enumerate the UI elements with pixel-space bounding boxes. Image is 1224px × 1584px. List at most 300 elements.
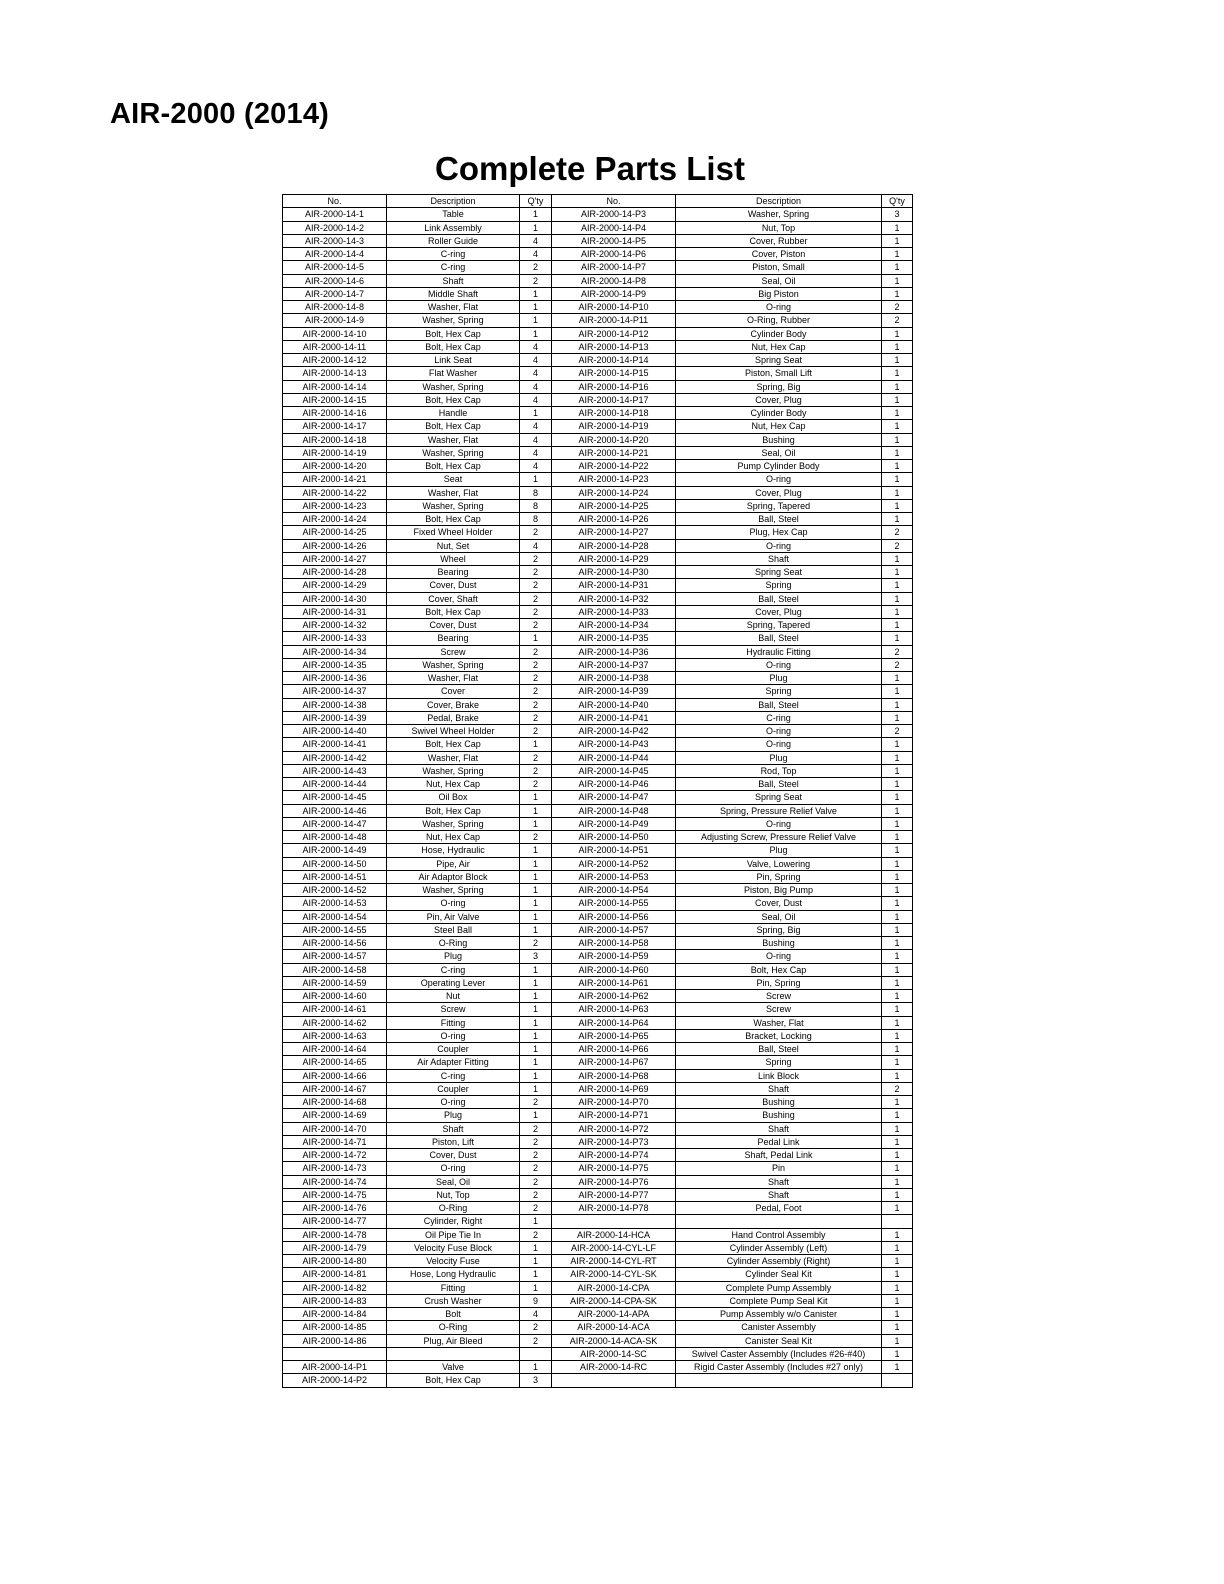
part-number-right: AIR-2000-14-P75 xyxy=(552,1162,676,1175)
qty-right: 1 xyxy=(882,963,913,976)
table-row xyxy=(283,725,913,738)
table-row xyxy=(283,897,913,910)
description-left: Washer, Spring xyxy=(387,817,520,830)
qty-left: 1 xyxy=(520,208,552,221)
part-number-right: AIR-2000-14-P26 xyxy=(552,513,676,526)
qty-left: 1 xyxy=(520,1056,552,1069)
table-row xyxy=(283,1016,913,1029)
part-number-left: AIR-2000-14-78 xyxy=(283,1228,387,1241)
table-row xyxy=(283,1374,913,1387)
part-number-right: AIR-2000-14-P64 xyxy=(552,1016,676,1029)
description-left: O-ring xyxy=(387,1029,520,1042)
qty-left: 2 xyxy=(520,1122,552,1135)
description-left: Bolt, Hex Cap xyxy=(387,804,520,817)
qty-right: 1 xyxy=(882,566,913,579)
part-number-left: AIR-2000-14-23 xyxy=(283,499,387,512)
part-number-left: AIR-2000-14-41 xyxy=(283,738,387,751)
qty-left xyxy=(520,1347,552,1360)
part-number-right: AIR-2000-14-P69 xyxy=(552,1082,676,1095)
part-number-right: AIR-2000-14-P17 xyxy=(552,393,676,406)
description-left: Roller Guide xyxy=(387,234,520,247)
part-number-right xyxy=(552,1374,676,1387)
qty-left: 1 xyxy=(520,1069,552,1082)
header-description-right: Description xyxy=(676,195,882,208)
table-row xyxy=(283,1043,913,1056)
part-number-left: AIR-2000-14-79 xyxy=(283,1241,387,1254)
table-row xyxy=(283,937,913,950)
part-number-right: AIR-2000-14-P21 xyxy=(552,446,676,459)
part-number-left xyxy=(283,1347,387,1360)
description-right: O-ring xyxy=(676,473,882,486)
description-left: Nut, Hex Cap xyxy=(387,831,520,844)
part-number-right: AIR-2000-14-P62 xyxy=(552,990,676,1003)
qty-right: 1 xyxy=(882,1016,913,1029)
part-number-left: AIR-2000-14-67 xyxy=(283,1082,387,1095)
description-left: Velocity Fuse Block xyxy=(387,1241,520,1254)
table-row xyxy=(283,592,913,605)
table-row xyxy=(283,976,913,989)
description-right: Spring xyxy=(676,685,882,698)
part-number-right: AIR-2000-14-P49 xyxy=(552,817,676,830)
part-number-left: AIR-2000-14-53 xyxy=(283,897,387,910)
part-number-left: AIR-2000-14-75 xyxy=(283,1188,387,1201)
table-row xyxy=(283,433,913,446)
header-no-right: No. xyxy=(552,195,676,208)
qty-right xyxy=(882,1374,913,1387)
qty-left: 1 xyxy=(520,301,552,314)
part-number-right: AIR-2000-14-P44 xyxy=(552,751,676,764)
description-right: O-ring xyxy=(676,725,882,738)
description-left: Washer, Spring xyxy=(387,658,520,671)
description-left: C-ring xyxy=(387,261,520,274)
description-left: O-Ring xyxy=(387,1321,520,1334)
qty-left: 3 xyxy=(520,1374,552,1387)
part-number-right: AIR-2000-14-P9 xyxy=(552,287,676,300)
part-number-left: AIR-2000-14-50 xyxy=(283,857,387,870)
table-row xyxy=(283,221,913,234)
header-qty-right: Q'ty xyxy=(882,195,913,208)
parts-list-title: Complete Parts List xyxy=(435,150,745,187)
description-left: Hose, Long Hydraulic xyxy=(387,1268,520,1281)
table-row xyxy=(283,685,913,698)
description-left: Pin, Air Valve xyxy=(387,910,520,923)
qty-left: 1 xyxy=(520,990,552,1003)
table-row xyxy=(283,234,913,247)
description-right: Piston, Small Lift xyxy=(676,367,882,380)
description-right xyxy=(676,1374,882,1387)
qty-left: 1 xyxy=(520,817,552,830)
part-number-right: AIR-2000-14-P56 xyxy=(552,910,676,923)
qty-right: 1 xyxy=(882,751,913,764)
description-right: Spring, Tapered xyxy=(676,619,882,632)
table-row xyxy=(283,499,913,512)
description-right: Pump Assembly w/o Canister xyxy=(676,1308,882,1321)
description-left: Washer, Spring xyxy=(387,764,520,777)
part-number-right: AIR-2000-14-P33 xyxy=(552,605,676,618)
part-number-left: AIR-2000-14-55 xyxy=(283,923,387,936)
qty-left: 1 xyxy=(520,844,552,857)
table-row xyxy=(283,420,913,433)
description-left: Steel Ball xyxy=(387,923,520,936)
description-left: Cover, Brake xyxy=(387,698,520,711)
table-row xyxy=(283,1003,913,1016)
part-number-left: AIR-2000-14-65 xyxy=(283,1056,387,1069)
qty-left: 2 xyxy=(520,592,552,605)
qty-left: 3 xyxy=(520,950,552,963)
qty-left: 1 xyxy=(520,923,552,936)
part-number-right: AIR-2000-14-P61 xyxy=(552,976,676,989)
description-left: Cover xyxy=(387,685,520,698)
description-left: Washer, Flat xyxy=(387,486,520,499)
description-right: Washer, Flat xyxy=(676,1016,882,1029)
qty-right: 1 xyxy=(882,1228,913,1241)
part-number-left: AIR-2000-14-81 xyxy=(283,1268,387,1281)
part-number-left: AIR-2000-14-20 xyxy=(283,460,387,473)
table-row xyxy=(283,340,913,353)
part-number-right: AIR-2000-14-P37 xyxy=(552,658,676,671)
description-left: Nut, Hex Cap xyxy=(387,778,520,791)
table-row xyxy=(283,1294,913,1307)
table-row xyxy=(283,751,913,764)
qty-left: 2 xyxy=(520,1149,552,1162)
table-row xyxy=(283,248,913,261)
description-left: Washer, Spring xyxy=(387,499,520,512)
table-row xyxy=(283,261,913,274)
description-left: Washer, Flat xyxy=(387,751,520,764)
qty-left: 4 xyxy=(520,234,552,247)
description-left: Air Adapter Fitting xyxy=(387,1056,520,1069)
description-right: Shaft xyxy=(676,1082,882,1095)
table-row xyxy=(283,1149,913,1162)
part-number-right: AIR-2000-14-CPA-SK xyxy=(552,1294,676,1307)
description-right: Cover, Plug xyxy=(676,393,882,406)
description-right: Seal, Oil xyxy=(676,446,882,459)
description-right: Shaft xyxy=(676,1188,882,1201)
qty-left: 1 xyxy=(520,884,552,897)
description-right: Nut, Hex Cap xyxy=(676,420,882,433)
description-left xyxy=(387,1347,520,1360)
description-left: Plug xyxy=(387,950,520,963)
qty-left: 1 xyxy=(520,1281,552,1294)
description-left: Screw xyxy=(387,645,520,658)
part-number-right: AIR-2000-14-P66 xyxy=(552,1043,676,1056)
part-number-left: AIR-2000-14-66 xyxy=(283,1069,387,1082)
qty-right: 1 xyxy=(882,1162,913,1175)
part-number-right: AIR-2000-14-P45 xyxy=(552,764,676,777)
description-left: Plug, Air Bleed xyxy=(387,1334,520,1347)
description-right: Spring, Tapered xyxy=(676,499,882,512)
part-number-right: AIR-2000-14-P3 xyxy=(552,208,676,221)
qty-right: 1 xyxy=(882,1268,913,1281)
qty-left: 1 xyxy=(520,791,552,804)
qty-left: 4 xyxy=(520,367,552,380)
description-left: Screw xyxy=(387,1003,520,1016)
qty-left: 8 xyxy=(520,486,552,499)
qty-right: 1 xyxy=(882,433,913,446)
qty-left: 1 xyxy=(520,897,552,910)
qty-right xyxy=(882,1215,913,1228)
table-row xyxy=(283,831,913,844)
part-number-left: AIR-2000-14-28 xyxy=(283,566,387,579)
qty-right: 1 xyxy=(882,764,913,777)
description-right: Spring Seat xyxy=(676,791,882,804)
qty-right: 2 xyxy=(882,725,913,738)
description-right: O-ring xyxy=(676,301,882,314)
description-right: Bolt, Hex Cap xyxy=(676,963,882,976)
part-number-left: AIR-2000-14-P1 xyxy=(283,1361,387,1374)
description-right: Shaft xyxy=(676,1175,882,1188)
part-number-left: AIR-2000-14-63 xyxy=(283,1029,387,1042)
description-left: Swivel Wheel Holder xyxy=(387,725,520,738)
qty-left: 1 xyxy=(520,314,552,327)
part-number-right: AIR-2000-14-P76 xyxy=(552,1175,676,1188)
part-number-left: AIR-2000-14-71 xyxy=(283,1135,387,1148)
part-number-left: AIR-2000-14-72 xyxy=(283,1149,387,1162)
part-number-left: AIR-2000-14-84 xyxy=(283,1308,387,1321)
description-right: Piston, Big Pump xyxy=(676,884,882,897)
part-number-right: AIR-2000-14-ACA xyxy=(552,1321,676,1334)
qty-left: 1 xyxy=(520,1241,552,1254)
part-number-right: AIR-2000-14-P77 xyxy=(552,1188,676,1201)
qty-left: 4 xyxy=(520,420,552,433)
qty-right: 1 xyxy=(882,685,913,698)
part-number-left: AIR-2000-14-85 xyxy=(283,1321,387,1334)
description-left: Pipe, Air xyxy=(387,857,520,870)
part-number-left: AIR-2000-14-83 xyxy=(283,1294,387,1307)
qty-right: 1 xyxy=(882,1069,913,1082)
part-number-right: AIR-2000-14-P36 xyxy=(552,645,676,658)
description-right: O-ring xyxy=(676,539,882,552)
description-right: Ball, Steel xyxy=(676,592,882,605)
qty-left: 4 xyxy=(520,433,552,446)
description-right: Screw xyxy=(676,990,882,1003)
qty-left: 2 xyxy=(520,274,552,287)
qty-right: 1 xyxy=(882,1175,913,1188)
qty-right: 2 xyxy=(882,526,913,539)
part-number-right: AIR-2000-14-P11 xyxy=(552,314,676,327)
qty-left: 8 xyxy=(520,513,552,526)
description-right: O-ring xyxy=(676,658,882,671)
qty-right: 1 xyxy=(882,340,913,353)
qty-left: 1 xyxy=(520,407,552,420)
part-number-right: AIR-2000-14-P43 xyxy=(552,738,676,751)
description-left: Plug xyxy=(387,1109,520,1122)
qty-right: 1 xyxy=(882,1361,913,1374)
table-row xyxy=(283,380,913,393)
description-left: Cover, Dust xyxy=(387,1149,520,1162)
description-right: O-ring xyxy=(676,738,882,751)
qty-right: 1 xyxy=(882,1281,913,1294)
description-right: Canister Seal Kit xyxy=(676,1334,882,1347)
table-row xyxy=(283,963,913,976)
qty-left: 2 xyxy=(520,751,552,764)
qty-right: 1 xyxy=(882,287,913,300)
part-number-right: AIR-2000-14-CYL-RT xyxy=(552,1255,676,1268)
table-row xyxy=(283,526,913,539)
qty-right: 2 xyxy=(882,658,913,671)
qty-left: 2 xyxy=(520,1202,552,1215)
description-right: Screw xyxy=(676,1003,882,1016)
description-right: Shaft xyxy=(676,552,882,565)
qty-left: 2 xyxy=(520,1188,552,1201)
description-left: Seal, Oil xyxy=(387,1175,520,1188)
description-right: Ball, Steel xyxy=(676,632,882,645)
qty-right: 2 xyxy=(882,645,913,658)
qty-left: 2 xyxy=(520,672,552,685)
qty-right: 1 xyxy=(882,473,913,486)
qty-left: 4 xyxy=(520,1308,552,1321)
table-row xyxy=(283,393,913,406)
description-right: Piston, Small xyxy=(676,261,882,274)
part-number-left: AIR-2000-14-54 xyxy=(283,910,387,923)
table-row xyxy=(283,1188,913,1201)
description-right: Cover, Dust xyxy=(676,897,882,910)
table-row xyxy=(283,1228,913,1241)
qty-right: 1 xyxy=(882,407,913,420)
description-right: Cover, Rubber xyxy=(676,234,882,247)
part-number-right: AIR-2000-14-ACA-SK xyxy=(552,1334,676,1347)
description-left: Bolt, Hex Cap xyxy=(387,605,520,618)
description-left: Piston, Lift xyxy=(387,1135,520,1148)
qty-right: 2 xyxy=(882,539,913,552)
description-left: Middle Shaft xyxy=(387,287,520,300)
qty-right: 1 xyxy=(882,698,913,711)
description-right: C-ring xyxy=(676,711,882,724)
qty-left: 2 xyxy=(520,711,552,724)
part-number-left: AIR-2000-14-70 xyxy=(283,1122,387,1135)
qty-left: 2 xyxy=(520,1162,552,1175)
part-number-right: AIR-2000-14-P51 xyxy=(552,844,676,857)
description-right: Nut, Top xyxy=(676,221,882,234)
qty-left: 1 xyxy=(520,1003,552,1016)
description-left: C-ring xyxy=(387,963,520,976)
qty-left: 2 xyxy=(520,552,552,565)
qty-left: 4 xyxy=(520,539,552,552)
part-number-left: AIR-2000-14-19 xyxy=(283,446,387,459)
qty-right: 1 xyxy=(882,513,913,526)
part-number-right: AIR-2000-14-P67 xyxy=(552,1056,676,1069)
part-number-left: AIR-2000-14-69 xyxy=(283,1109,387,1122)
part-number-left: AIR-2000-14-8 xyxy=(283,301,387,314)
description-right: Pump Cylinder Body xyxy=(676,460,882,473)
part-number-right: AIR-2000-14-P15 xyxy=(552,367,676,380)
qty-left: 2 xyxy=(520,831,552,844)
part-number-right: AIR-2000-14-P25 xyxy=(552,499,676,512)
qty-left: 2 xyxy=(520,605,552,618)
qty-left: 2 xyxy=(520,566,552,579)
qty-left: 4 xyxy=(520,380,552,393)
qty-right: 1 xyxy=(882,672,913,685)
part-number-left: AIR-2000-14-16 xyxy=(283,407,387,420)
description-left: Bolt, Hex Cap xyxy=(387,1374,520,1387)
qty-right: 1 xyxy=(882,393,913,406)
part-number-right: AIR-2000-14-P58 xyxy=(552,937,676,950)
part-number-left: AIR-2000-14-14 xyxy=(283,380,387,393)
table-row xyxy=(283,579,913,592)
table-row xyxy=(283,817,913,830)
part-number-right: AIR-2000-14-CYL-LF xyxy=(552,1241,676,1254)
table-row xyxy=(283,1321,913,1334)
part-number-left: AIR-2000-14-74 xyxy=(283,1175,387,1188)
table-row xyxy=(283,1082,913,1095)
part-number-left: AIR-2000-14-32 xyxy=(283,619,387,632)
description-left: O-ring xyxy=(387,897,520,910)
qty-right: 1 xyxy=(882,884,913,897)
qty-left: 1 xyxy=(520,327,552,340)
table-row xyxy=(283,1215,913,1228)
header-qty-left: Q'ty xyxy=(520,195,552,208)
table-row xyxy=(283,446,913,459)
part-number-right: AIR-2000-14-CPA xyxy=(552,1281,676,1294)
qty-right: 1 xyxy=(882,1135,913,1148)
description-left: Fitting xyxy=(387,1281,520,1294)
table-row xyxy=(283,287,913,300)
description-right: Washer, Spring xyxy=(676,208,882,221)
qty-left: 1 xyxy=(520,221,552,234)
qty-right: 1 xyxy=(882,486,913,499)
part-number-right: AIR-2000-14-RC xyxy=(552,1361,676,1374)
qty-right: 2 xyxy=(882,1082,913,1095)
part-number-right: AIR-2000-14-P12 xyxy=(552,327,676,340)
qty-right: 2 xyxy=(882,314,913,327)
table-row xyxy=(283,804,913,817)
part-number-left: AIR-2000-14-36 xyxy=(283,672,387,685)
table-row xyxy=(283,698,913,711)
qty-left: 1 xyxy=(520,287,552,300)
description-left: Washer, Flat xyxy=(387,433,520,446)
part-number-right: AIR-2000-14-P40 xyxy=(552,698,676,711)
table-row xyxy=(283,367,913,380)
description-left: Oil Box xyxy=(387,791,520,804)
part-number-right: AIR-2000-14-P72 xyxy=(552,1122,676,1135)
part-number-left: AIR-2000-14-58 xyxy=(283,963,387,976)
qty-left: 2 xyxy=(520,1321,552,1334)
part-number-right: AIR-2000-14-P57 xyxy=(552,923,676,936)
description-right: Pin, Spring xyxy=(676,870,882,883)
part-number-left: AIR-2000-14-22 xyxy=(283,486,387,499)
description-left: Washer, Spring xyxy=(387,314,520,327)
qty-left: 2 xyxy=(520,778,552,791)
description-right: Bushing xyxy=(676,1109,882,1122)
description-left: Nut xyxy=(387,990,520,1003)
part-number-right: AIR-2000-14-P52 xyxy=(552,857,676,870)
qty-right: 1 xyxy=(882,261,913,274)
qty-right: 1 xyxy=(882,923,913,936)
part-number-right: AIR-2000-14-SC xyxy=(552,1347,676,1360)
table-row xyxy=(283,274,913,287)
qty-left: 2 xyxy=(520,764,552,777)
part-number-right: AIR-2000-14-P47 xyxy=(552,791,676,804)
qty-left: 1 xyxy=(520,473,552,486)
qty-left: 1 xyxy=(520,1361,552,1374)
qty-right: 1 xyxy=(882,1056,913,1069)
part-number-right: AIR-2000-14-HCA xyxy=(552,1228,676,1241)
description-left: Table xyxy=(387,208,520,221)
table-row xyxy=(283,1241,913,1254)
part-number-right: AIR-2000-14-P20 xyxy=(552,433,676,446)
description-right: Shaft xyxy=(676,1122,882,1135)
part-number-right: AIR-2000-14-APA xyxy=(552,1308,676,1321)
description-right xyxy=(676,1215,882,1228)
description-right: Spring Seat xyxy=(676,566,882,579)
description-right: Seal, Oil xyxy=(676,274,882,287)
table-row xyxy=(283,314,913,327)
part-number-left: AIR-2000-14-15 xyxy=(283,393,387,406)
description-right: Big Piston xyxy=(676,287,882,300)
description-left: C-ring xyxy=(387,1069,520,1082)
description-right: O-ring xyxy=(676,817,882,830)
header-description-left: Description xyxy=(387,195,520,208)
